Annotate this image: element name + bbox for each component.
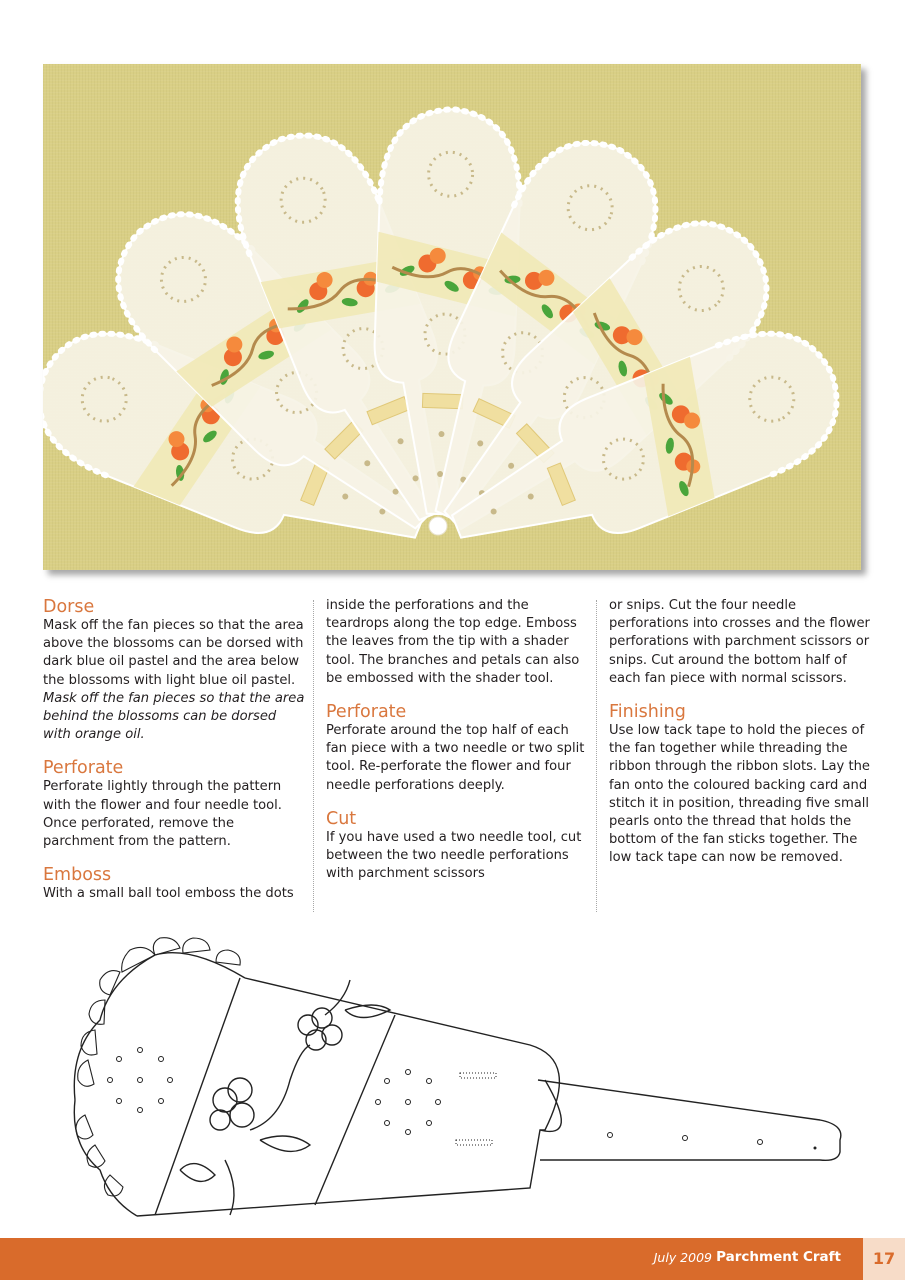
dorse-body: Mask off the fan pieces so that the area above the blossoms can be dorsed with dark blue oil pastel and the area below the blossoms with light blue oil pastel. [43,618,304,688]
heading-perforate: Perforate [43,758,124,779]
fan-piece-pattern [60,930,860,1234]
heading-finishing: Finishing [609,702,686,723]
perforate-2-body: Perforate around the top half of each fan piece with a two needle or two split tool. Re-perforate the flower and four needle perforations deeply. [326,723,585,793]
column-2 [326,597,588,897]
column-divider [313,600,314,912]
fan-illustration [43,64,861,570]
perforate-body: Perforate lightly through the pattern with the flower and four needle tool. Once perforated, remove the parchment from the pattern. [43,779,282,850]
heading-cut: Cut [326,808,357,829]
page-number: 17 [863,1238,905,1280]
magazine-title: Parchment Craft [716,1249,841,1265]
pattern-drawing [60,930,860,1230]
page-footer [0,1238,905,1280]
dorse-italic-note: Mask off the fan pieces so that the area behind the blossoms can be dorsed with orange oil. [43,690,305,743]
emboss-body-continued: inside the perforations and the teardrops along the top edge. Emboss the leaves from the tip with a shader tool. The branches and petals can also be embossed with the shader tool. [326,598,580,686]
column-1 [43,597,305,917]
column-divider [596,600,597,912]
emboss-body: With a small ball tool emboss the dots [43,886,294,902]
issue-date: July 2009 [653,1250,712,1265]
finishing-body: Use low tack tape to hold the pieces of the fan together while threading the ribbon through the ribbon slots. Lay the fan onto the coloured backing card and stitch it in position, threading five small pearls onto the thread that holds the bottom of the fan sticks together. The low tack tape can now be removed. [609,723,870,866]
cut-body: If you have used a two needle tool, cut between the two needle perforations with parchment scissors [326,829,582,882]
heading-emboss: Emboss [43,865,112,886]
column-3 [609,597,871,882]
heading-dorse: Dorse [43,597,95,617]
fan-photo [43,64,861,570]
heading-perforate-2: Perforate [326,702,407,723]
cut-body-continued: or snips. Cut the four needle perforations into crosses and the flower perforations with parchment scissors or snips. Cut around the bottom half of each fan piece with normal scissors. [609,598,870,686]
